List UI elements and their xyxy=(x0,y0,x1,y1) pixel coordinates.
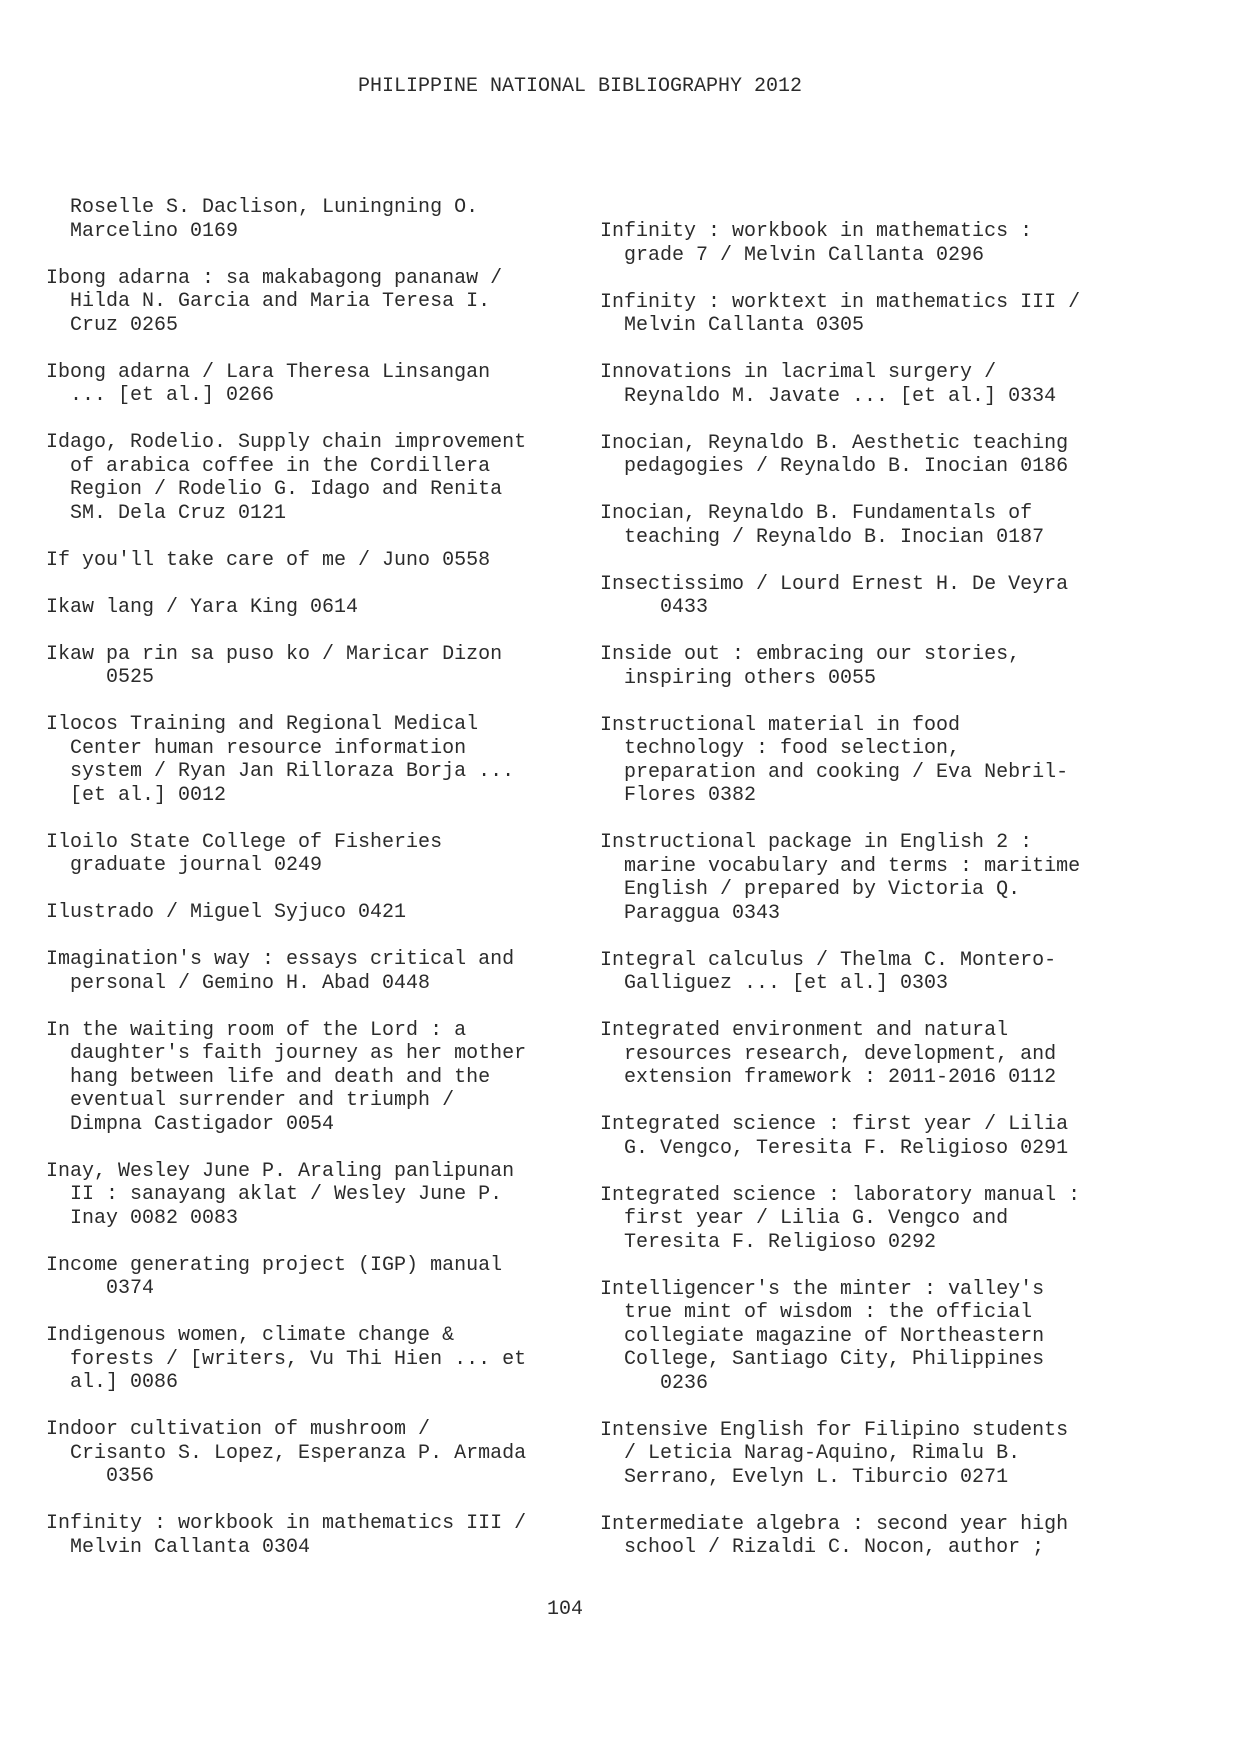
bib-entry: If you'll take care of me / Juno 0558 xyxy=(46,548,491,572)
bib-entry: Insectissimo / Lourd Ernest H. De Veyra 0433 xyxy=(600,572,1069,619)
bib-entry: Instructional material in food technology : food selection, preparation and cooking / Eva Nebril- Flores 0382 xyxy=(600,713,1069,807)
bib-entry: Integrated science : laboratory manual : first year / Lilia G. Vengco and Teresita F. Religioso 0292 xyxy=(600,1183,1081,1254)
page-header: PHILIPPINE NATIONAL BIBLIOGRAPHY 2012 xyxy=(357,75,803,98)
bib-entry: Instructional package in English 2 : marine vocabulary and terms : maritime English / prepared by Victoria Q. Paraggua 0343 xyxy=(600,831,1081,925)
bib-entry: Integrated science : first year / Lilia G. Vengco, Teresita F. Religioso 0291 xyxy=(600,1113,1069,1160)
page-number: 104 xyxy=(546,1598,583,1621)
bib-entry: Infinity : workbook in mathematics : grade 7 / Melvin Callanta 0296 xyxy=(600,220,1033,267)
bib-entry: Integral calculus / Thelma C. Montero- Galliguez ... [et al.] 0303 xyxy=(600,948,1057,995)
bib-entry: Inocian, Reynaldo B. Aesthetic teaching pedagogies / Reynaldo B. Inocian 0186 xyxy=(600,431,1069,478)
bib-entry: Innovations in lacrimal surgery / Reynaldo M. Javate ... [et al.] 0334 xyxy=(600,361,1057,408)
bib-entry: Income generating project (IGP) manual 0374 xyxy=(46,1253,503,1300)
bib-entry: Ilocos Training and Regional Medical Center human resource information system / Ryan Jan Rilloraza Borja ... [et al.] 0012 xyxy=(46,713,515,807)
bib-entry: Integrated environment and natural resources research, development, and extension framework : 2011-2016 0112 xyxy=(600,1019,1057,1089)
right-column xyxy=(600,220,1120,1583)
bib-entry: Intermediate algebra : second year high school / Rizaldi C. Nocon, author ; xyxy=(600,1512,1069,1559)
bib-entry: Ikaw lang / Yara King 0614 xyxy=(46,595,359,619)
bib-entry: Idago, Rodelio. Supply chain improvement of arabica coffee in the Cordillera Region / Rodelio G. Idago and Renita SM. Dela Cruz 0121 xyxy=(46,431,527,525)
bib-entry: Ilustrado / Miguel Syjuco 0421 xyxy=(46,901,407,924)
bib-entry: Imagination's way : essays critical and personal / Gemino H. Abad 0448 xyxy=(46,948,515,995)
bib-entry: Intelligencer's the minter : valley's true mint of wisdom : the official collegiate magazine of Northeastern College, Santiago City, Philippines 0236 xyxy=(600,1277,1045,1395)
bib-entry: Indoor cultivation of mushroom / Crisanto S. Lopez, Esperanza P. Armada 0356 xyxy=(46,1418,527,1488)
bib-entry: Infinity : workbook in mathematics III / Melvin Callanta 0304 xyxy=(46,1512,527,1559)
left-column xyxy=(46,196,566,1583)
bib-entry: Roselle S. Daclison, Luningning O. Marcelino 0169 xyxy=(70,196,479,243)
bib-entry: Ibong adarna / Lara Theresa Linsangan ... [et al.] 0266 xyxy=(46,360,491,407)
bib-entry: In the waiting room of the Lord : a daughter's faith journey as her mother hang between life and death and the eventual surrender and triumph / Dimpna Castigador 0054 xyxy=(46,1018,527,1136)
bib-entry: Ikaw pa rin sa puso ko / Maricar Dizon 0525 xyxy=(46,642,503,689)
bib-entry: Inocian, Reynaldo B. Fundamentals of teaching / Reynaldo B. Inocian 0187 xyxy=(600,502,1045,549)
bib-entry: Infinity : worktext in mathematics III / Melvin Callanta 0305 xyxy=(600,290,1081,337)
bib-entry: Ibong adarna : sa makabagong pananaw / Hilda N. Garcia and Maria Teresa I. Cruz 0265 xyxy=(46,266,503,337)
bib-entry: Inay, Wesley June P. Araling panlipunan II : sanayang aklat / Wesley June P. Inay 0082 0083 xyxy=(46,1159,515,1230)
bib-entry: Inside out : embracing our stories, inspiring others 0055 xyxy=(600,643,1021,690)
bib-entry: Indigenous women, climate change & forests / [writers, Vu Thi Hien ... et al.] 0086 xyxy=(46,1324,527,1394)
bib-entry: Iloilo State College of Fisheries graduate journal 0249 xyxy=(46,830,443,877)
bib-entry: Intensive English for Filipino students / Leticia Narag-Aquino, Rimalu B. Serrano, Evelyn L. Tiburcio 0271 xyxy=(600,1418,1069,1489)
